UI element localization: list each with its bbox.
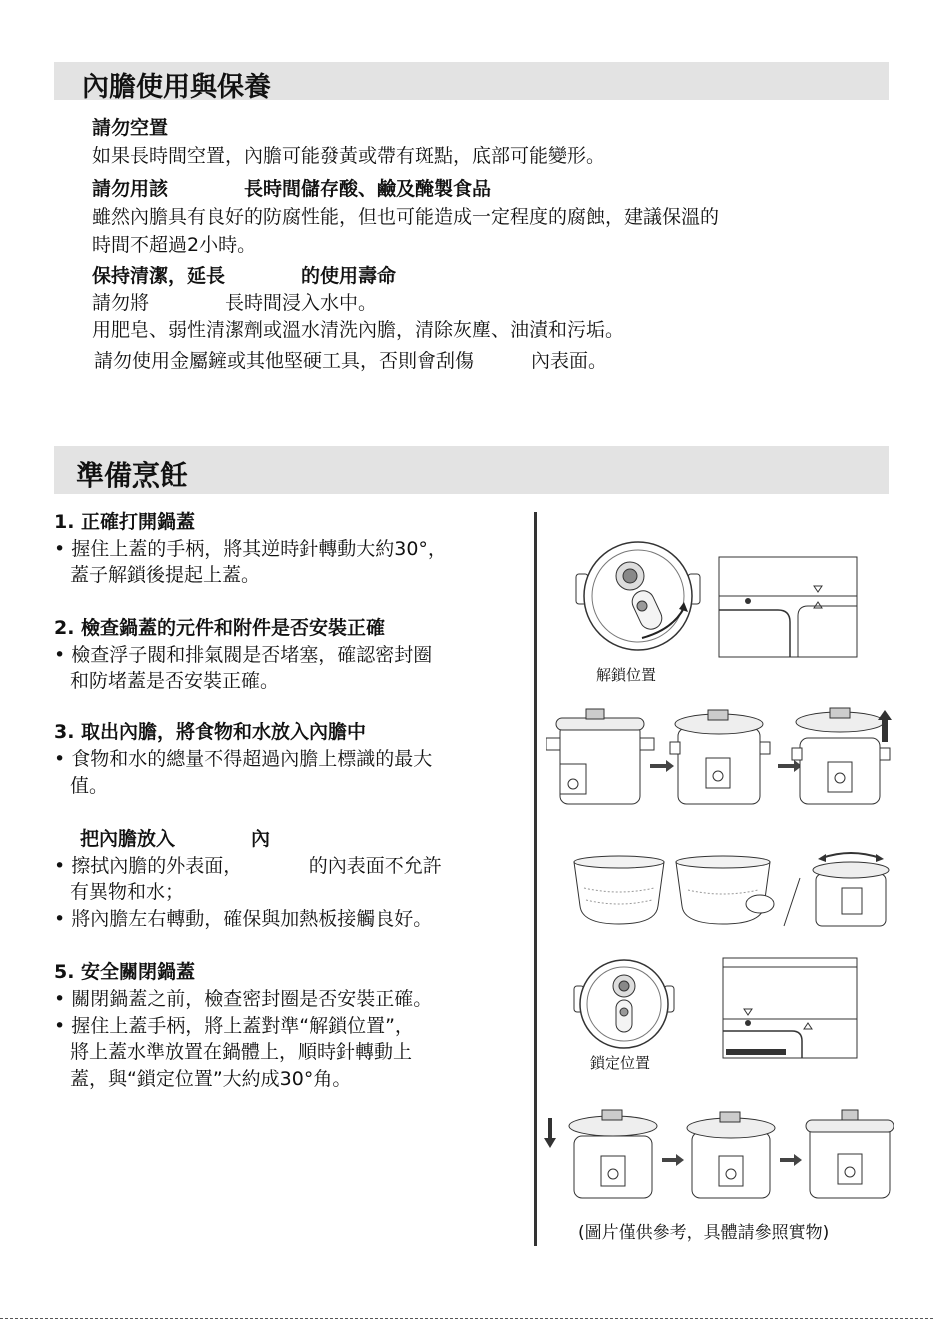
step-title: 3. 取出內膽，將食物和水放入內膽中 xyxy=(54,721,367,743)
step-line: • 握住上蓋的手柄，將其逆時針轉動大約30°， xyxy=(54,538,447,560)
lid-top-view-lock-illustration xyxy=(572,958,676,1050)
step-line: 蓋子解鎖後提起上蓋。 xyxy=(70,564,261,586)
step-title: 把內膽放入 內 xyxy=(80,828,271,850)
step-line: 有異物和水； xyxy=(70,881,185,903)
item-title: 請勿空置 xyxy=(92,117,169,139)
item-title: 請勿用該 長時間儲存酸、鹼及醃製食品 xyxy=(92,178,492,200)
lid-closing-sequence-illustration xyxy=(544,1106,894,1200)
section-header-inner-pot-care xyxy=(54,62,889,103)
step-line: • 檢查浮子閥和排氣閥是否堵塞，確認密封圈 xyxy=(54,644,433,666)
step-line: 蓋，與“鎖定位置”大約成30°角。 xyxy=(70,1068,352,1090)
step-line: • 擦拭內膽的外表面， 的內表面不允許 xyxy=(54,855,442,877)
item-text: 時間不超過2小時。 xyxy=(92,234,257,256)
step-line: 將上蓋水準放置在鍋體上，順時針轉動上 xyxy=(70,1041,413,1063)
lock-position-caption: 鎖定位置 xyxy=(590,1054,651,1072)
section-header-prepare-cooking xyxy=(54,446,889,494)
item-text: 如果長時間空置，內膽可能發黃或帶有斑點，底部可能變形。 xyxy=(92,145,606,167)
step-line: • 食物和水的總量不得超過內膽上標識的最大 xyxy=(54,748,433,770)
step-line: • 握住上蓋手柄，將上蓋對準“解鎖位置”， xyxy=(54,1015,414,1037)
item-text: 用肥皂、弱性清潔劑或溫水清洗內膽，清除灰塵、油漬和污垢。 xyxy=(92,319,625,341)
unlock-position-caption: 解鎖位置 xyxy=(596,666,657,684)
item-text: 請勿將 長時間浸入水中。 xyxy=(92,292,378,314)
figure-note: (圖片僅供參考，具體請參照實物) xyxy=(578,1223,830,1243)
lid-top-view-unlock-illustration xyxy=(572,538,704,658)
item-title: 保持清潔，延長 的使用壽命 xyxy=(92,265,397,287)
lid-removal-sequence-illustration xyxy=(546,706,892,806)
item-text: 請勿使用金屬鏟或其他堅硬工具，否則會刮傷 內表面。 xyxy=(94,350,608,372)
lock-position-zoom-illustration xyxy=(722,957,858,1059)
item-text: 雖然內膽具有良好的防腐性能，但也可能造成一定程度的腐蝕，建議保溫的 xyxy=(92,206,720,228)
step-title: 2. 檢查鍋蓋的元件和附件是否安裝正確 xyxy=(54,617,386,639)
inner-pot-placement-illustration xyxy=(572,848,894,928)
step-line: 值。 xyxy=(70,775,109,797)
step-line: • 關閉鍋蓋之前，檢查密封圈是否安裝正確。 xyxy=(54,988,433,1010)
unlock-position-zoom-illustration xyxy=(718,556,858,658)
section-title: 準備烹飪 xyxy=(76,459,189,492)
column-divider xyxy=(534,512,537,1246)
step-title: 1. 正確打開鍋蓋 xyxy=(54,511,196,533)
step-line: 和防堵蓋是否安裝正確。 xyxy=(70,670,280,692)
step-title: 5. 安全關閉鍋蓋 xyxy=(54,961,196,983)
section-title: 內膽使用與保養 xyxy=(82,72,271,103)
page-bottom-dashed-line xyxy=(0,1318,933,1319)
step-line: • 將內膽左右轉動，確保與加熱板接觸良好。 xyxy=(54,908,433,930)
